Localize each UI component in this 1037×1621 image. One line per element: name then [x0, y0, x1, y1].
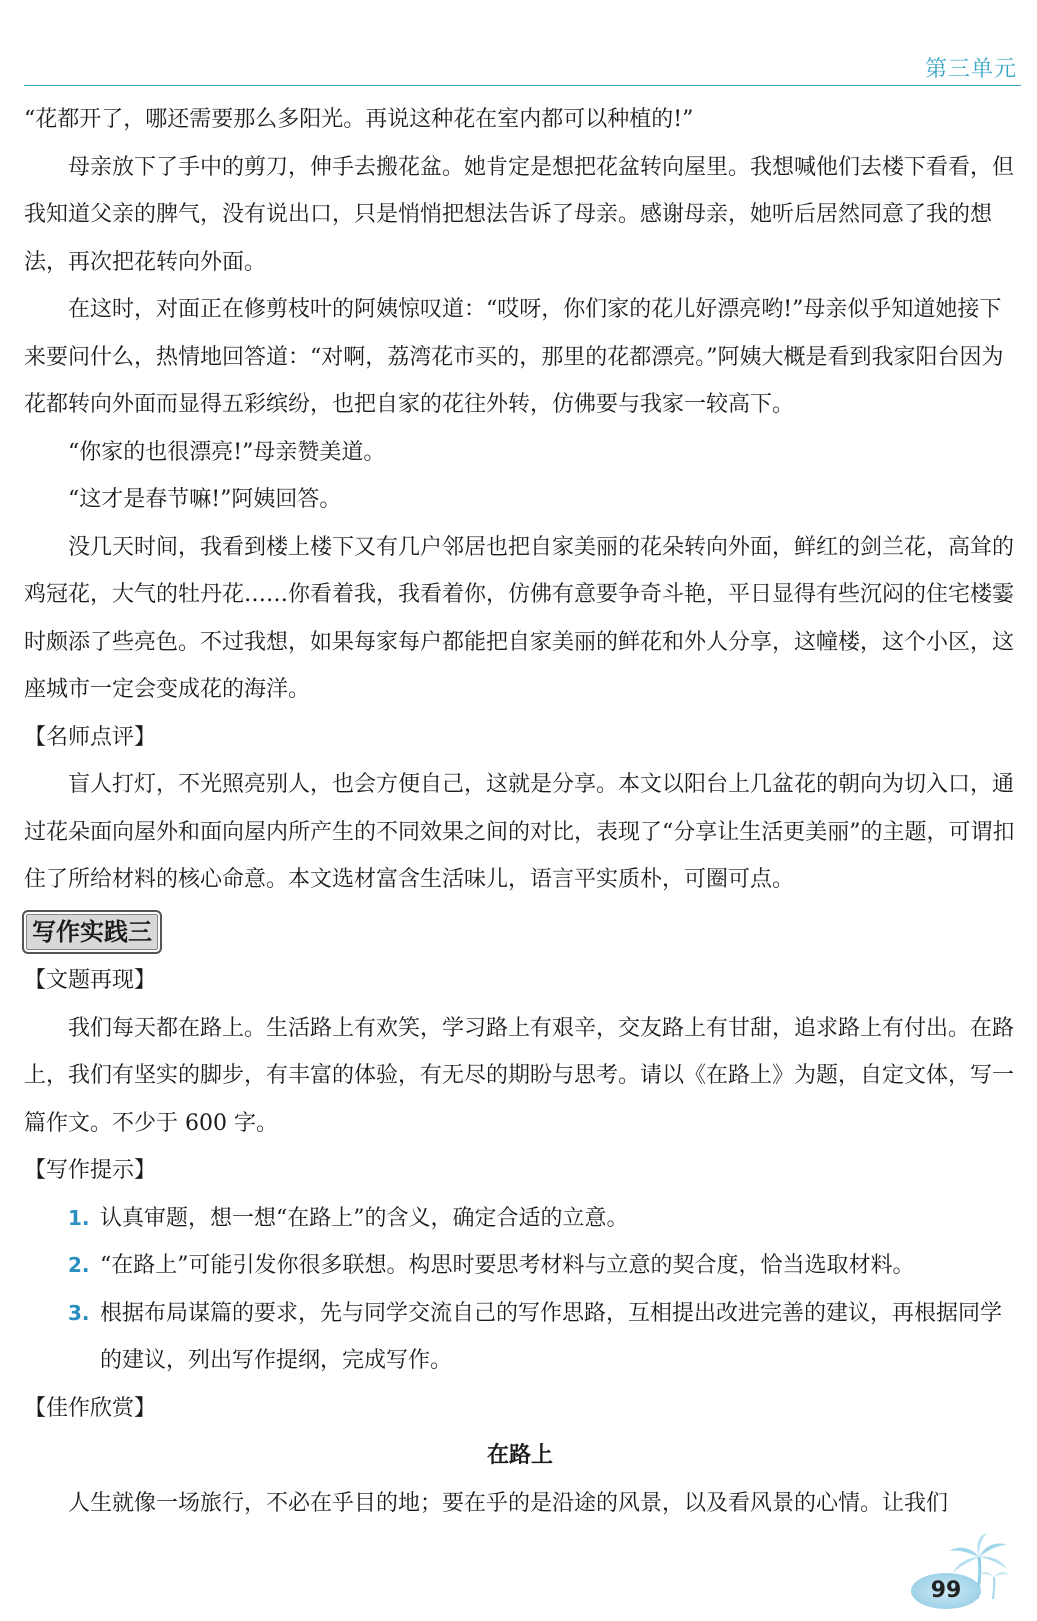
- section-title: 写作实践三: [22, 910, 162, 954]
- prompt-text: 我们每天都在路上。生活路上有欢笑，学习路上有艰辛，交友路上有甘甜，追求路上有付出。在路上，我们有坚实的脚步，有丰富的体验，有无尽的期盼与思考。请以《在路上》为题，自定文体，写一篇作文。不少于 600 字。: [24, 1015, 1015, 1136]
- list-item: [24, 1195, 1016, 1243]
- list-item: [24, 1290, 1016, 1385]
- tip-text: 根据布局谋篇的要求，先与同学交流自己的写作思路，互相提出改进完善的建议，再根据同学的建议，列出写作提纲，完成写作。: [100, 1300, 1003, 1373]
- paragraph: “这才是春节嘛!”阿姨回答。: [68, 487, 342, 512]
- review-heading: 【名师点评】: [24, 724, 157, 750]
- tip-text: “在路上”可能引发你很多联想。构思时要思考材料与立意的契合度，恰当选取材料。: [100, 1253, 915, 1278]
- page-footer: [911, 1531, 1011, 1611]
- tip-number: 3.: [68, 1300, 90, 1325]
- paragraph: 在这时，对面正在修剪枝叶的阿姨惊叹道：“哎呀，你们家的花儿好漂亮哟!”母亲似乎知道她接下来要问什么，热情地回答道：“对啊，荔湾花市买的，那里的花都漂亮。”阿姨大概是看到我家阳台因为花都转向外面而显得五彩缤纷，也把自家的花往外转，仿佛要与我家一较高下。: [24, 297, 1004, 417]
- list-item: [24, 1242, 1016, 1290]
- paragraph: 没几天时间，我看到楼上楼下又有几户邻居也把自家美丽的花朵转向外面，鲜红的剑兰花，高耸的鸡冠花，大气的牡丹花……你看着我，我看着你，仿佛有意要争奇斗艳，平日显得有些沉闷的住宅楼霎时颇添了些亮色。不过我想，如果每家每户都能把自家美丽的鲜花和外人分享，这幢楼，这个小区，这座城市一定会变成花的海洋。: [24, 534, 1015, 702]
- section-title-wrap: [24, 904, 1016, 958]
- page-content: [24, 96, 1016, 1527]
- tip-number: 2.: [68, 1253, 90, 1277]
- paragraph: 母亲放下了手中的剪刀，伸手去搬花盆。她肯定是想把花盆转向屋里。我想喊他们去楼下看看，但我知道父亲的脾气，没有说出口，只是悄悄把想法告诉了母亲。感谢母亲，她听后居然同意了我的想法，再次把花转向外面。: [24, 154, 1015, 275]
- unit-label: 第三单元: [924, 57, 1017, 82]
- tips-list: [24, 1195, 1016, 1385]
- tip-text: 认真审题，想一想“在路上”的含义，确定合适的立意。: [100, 1205, 629, 1231]
- header-rule: [24, 85, 1021, 86]
- review-text: 盲人打灯，不光照亮别人，也会方便自己，这就是分享。本文以阳台上几盆花的朝向为切入口，通过花朵面向屋外和面向屋内所产生的不同效果之间的对比，表现了“分享让生活更美丽”的主题，可谓扣住了所给材料的核心命意。本文选材富含生活味儿，语言平实质朴，可圈可点。: [24, 772, 1015, 892]
- paragraph: “你家的也很漂亮!”母亲赞美道。: [68, 439, 386, 465]
- tips-heading: 【写作提示】: [24, 1158, 157, 1183]
- page-number: 99: [911, 1573, 981, 1609]
- paragraph-quote: “花都开了，哪还需要那么多阳光。再说这种花在室内都可以种植的!”: [24, 107, 694, 132]
- tip-number: 1.: [68, 1205, 90, 1230]
- page-header: [24, 50, 1021, 86]
- essay-heading: 【佳作欣赏】: [24, 1395, 157, 1421]
- prompt-heading: 【文题再现】: [24, 968, 157, 993]
- essay-title: 在路上: [486, 1443, 553, 1468]
- essay-first-paragraph: 人生就像一场旅行，不必在乎目的地；要在乎的是沿途的风景，以及看风景的心情。让我们: [68, 1490, 949, 1516]
